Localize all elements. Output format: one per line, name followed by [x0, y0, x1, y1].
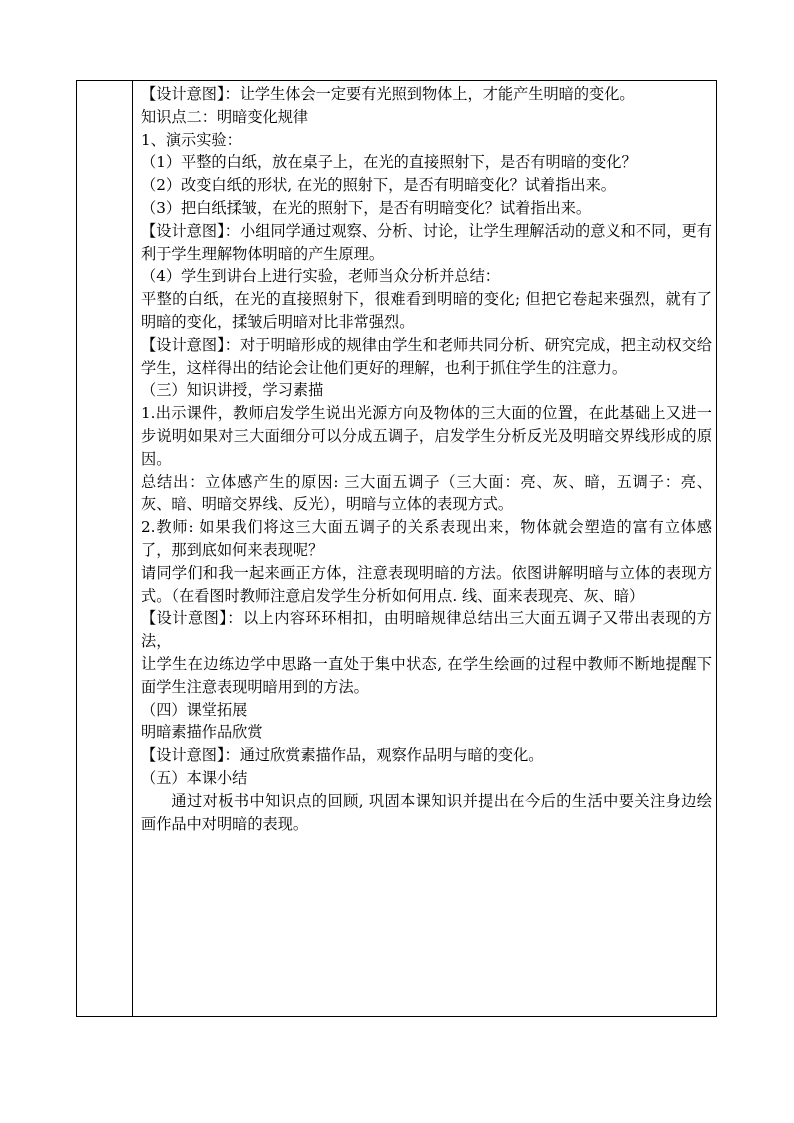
- section-3-heading: （三）知识讲授，学习素描: [141, 381, 324, 400]
- experiment-summary: 平整的白纸，在光的直接照射下，很难看到明暗的变化; 但把它卷起来强烈，就有了明暗的变化，揉皱后明暗对比非常强烈。: [141, 290, 712, 331]
- left-label-cell: [77, 81, 133, 1017]
- experiment-step-2: （2）改变白纸的形状, 在光的照射下，是否有明暗变化？试着指出来。: [141, 176, 616, 195]
- experiment-step-3: （3）把白纸揉皱，在光的照射下，是否有明暗变化？试着指出来。: [141, 198, 592, 217]
- design-intent-1: 【设计意图】：让学生体会一定要有光照到物体上，才能产生明暗的变化。: [141, 85, 635, 103]
- table-row: [77, 81, 717, 1017]
- lesson-summary: 通过对板书中知识点的回顾, 巩固本课知识并提出在今后的生活中要关注身边绘画作品中对明暗的表现。: [141, 791, 712, 833]
- experiment-step-4: （4）学生到讲台上进行实验，老师当众分析并总结：: [141, 267, 500, 286]
- section-4-heading: （四）课堂拓展: [141, 700, 248, 719]
- design-intent-4: 【设计意图】：以上内容环环相扣，由明暗规律总结出三大面五调子又带出表现的方法，: [141, 609, 712, 651]
- demo-experiment-heading: 1、演示实验：: [141, 130, 242, 149]
- knowledge-point-2-heading: 知识点二：明暗变化规律: [141, 107, 309, 126]
- section-5-heading: （五）本课小结: [141, 768, 248, 787]
- practice-note: 让学生在边练边学中思路一直处于集中状态, 在学生绘画的过程中教师不断地提醒下面学生注意表现明暗用到的方法。: [141, 654, 712, 696]
- lesson-plan-table: [76, 80, 717, 1017]
- content-body: [133, 81, 716, 835]
- design-intent-3: 【设计意图】：对于明暗形成的规律由学生和老师共同分析、研究完成，把主动权交给学生，这样得出的结论会让他们更好的理解，也利于抓住学生的注意力。: [141, 335, 712, 377]
- design-intent-2: 【设计意图】：小组同学通过观察、分析、讨论，让学生理解活动的意义和不同，更有利于学生理解物体明暗的产生原理。: [141, 221, 712, 263]
- experiment-step-1: （1）平整的白纸，放在桌子上，在光的直接照射下，是否有明暗的变化？: [141, 153, 637, 172]
- teaching-summary: 总结出：立体感产生的原因: 三大面五调子（三大面：亮、灰、暗，五调子：亮、灰、暗、明暗交界线、反光），明暗与立体的表现方式。: [141, 472, 712, 514]
- teaching-point-2: 2.教师: 如果我们将这三大面五调子的关系表现出来，物体就会塑造的富有立体感了，那到底如何来表现呢？: [141, 518, 712, 559]
- design-intent-5: 【设计意图】：通过欣赏素描作品，观察作品明与暗的变化。: [141, 746, 544, 765]
- content-cell: [133, 81, 717, 1017]
- drawing-instruction: 请同学们和我一起来画正方体，注意表现明暗的方法。依图讲解明暗与立体的表现方式。（在看图时教师注意启发学生分析如何用点. 线、面来表现亮、灰、暗）: [141, 563, 712, 605]
- artwork-appreciation: 明暗素描作品欣赏: [141, 723, 263, 742]
- teaching-point-1: 1.出示课件，教师启发学生说出光源方向及物体的三大面的位置，在此基础上又进一步说明如果对三大面细分可以分成五调子，启发学生分析反光及明暗交界线形成的原因。: [141, 404, 712, 468]
